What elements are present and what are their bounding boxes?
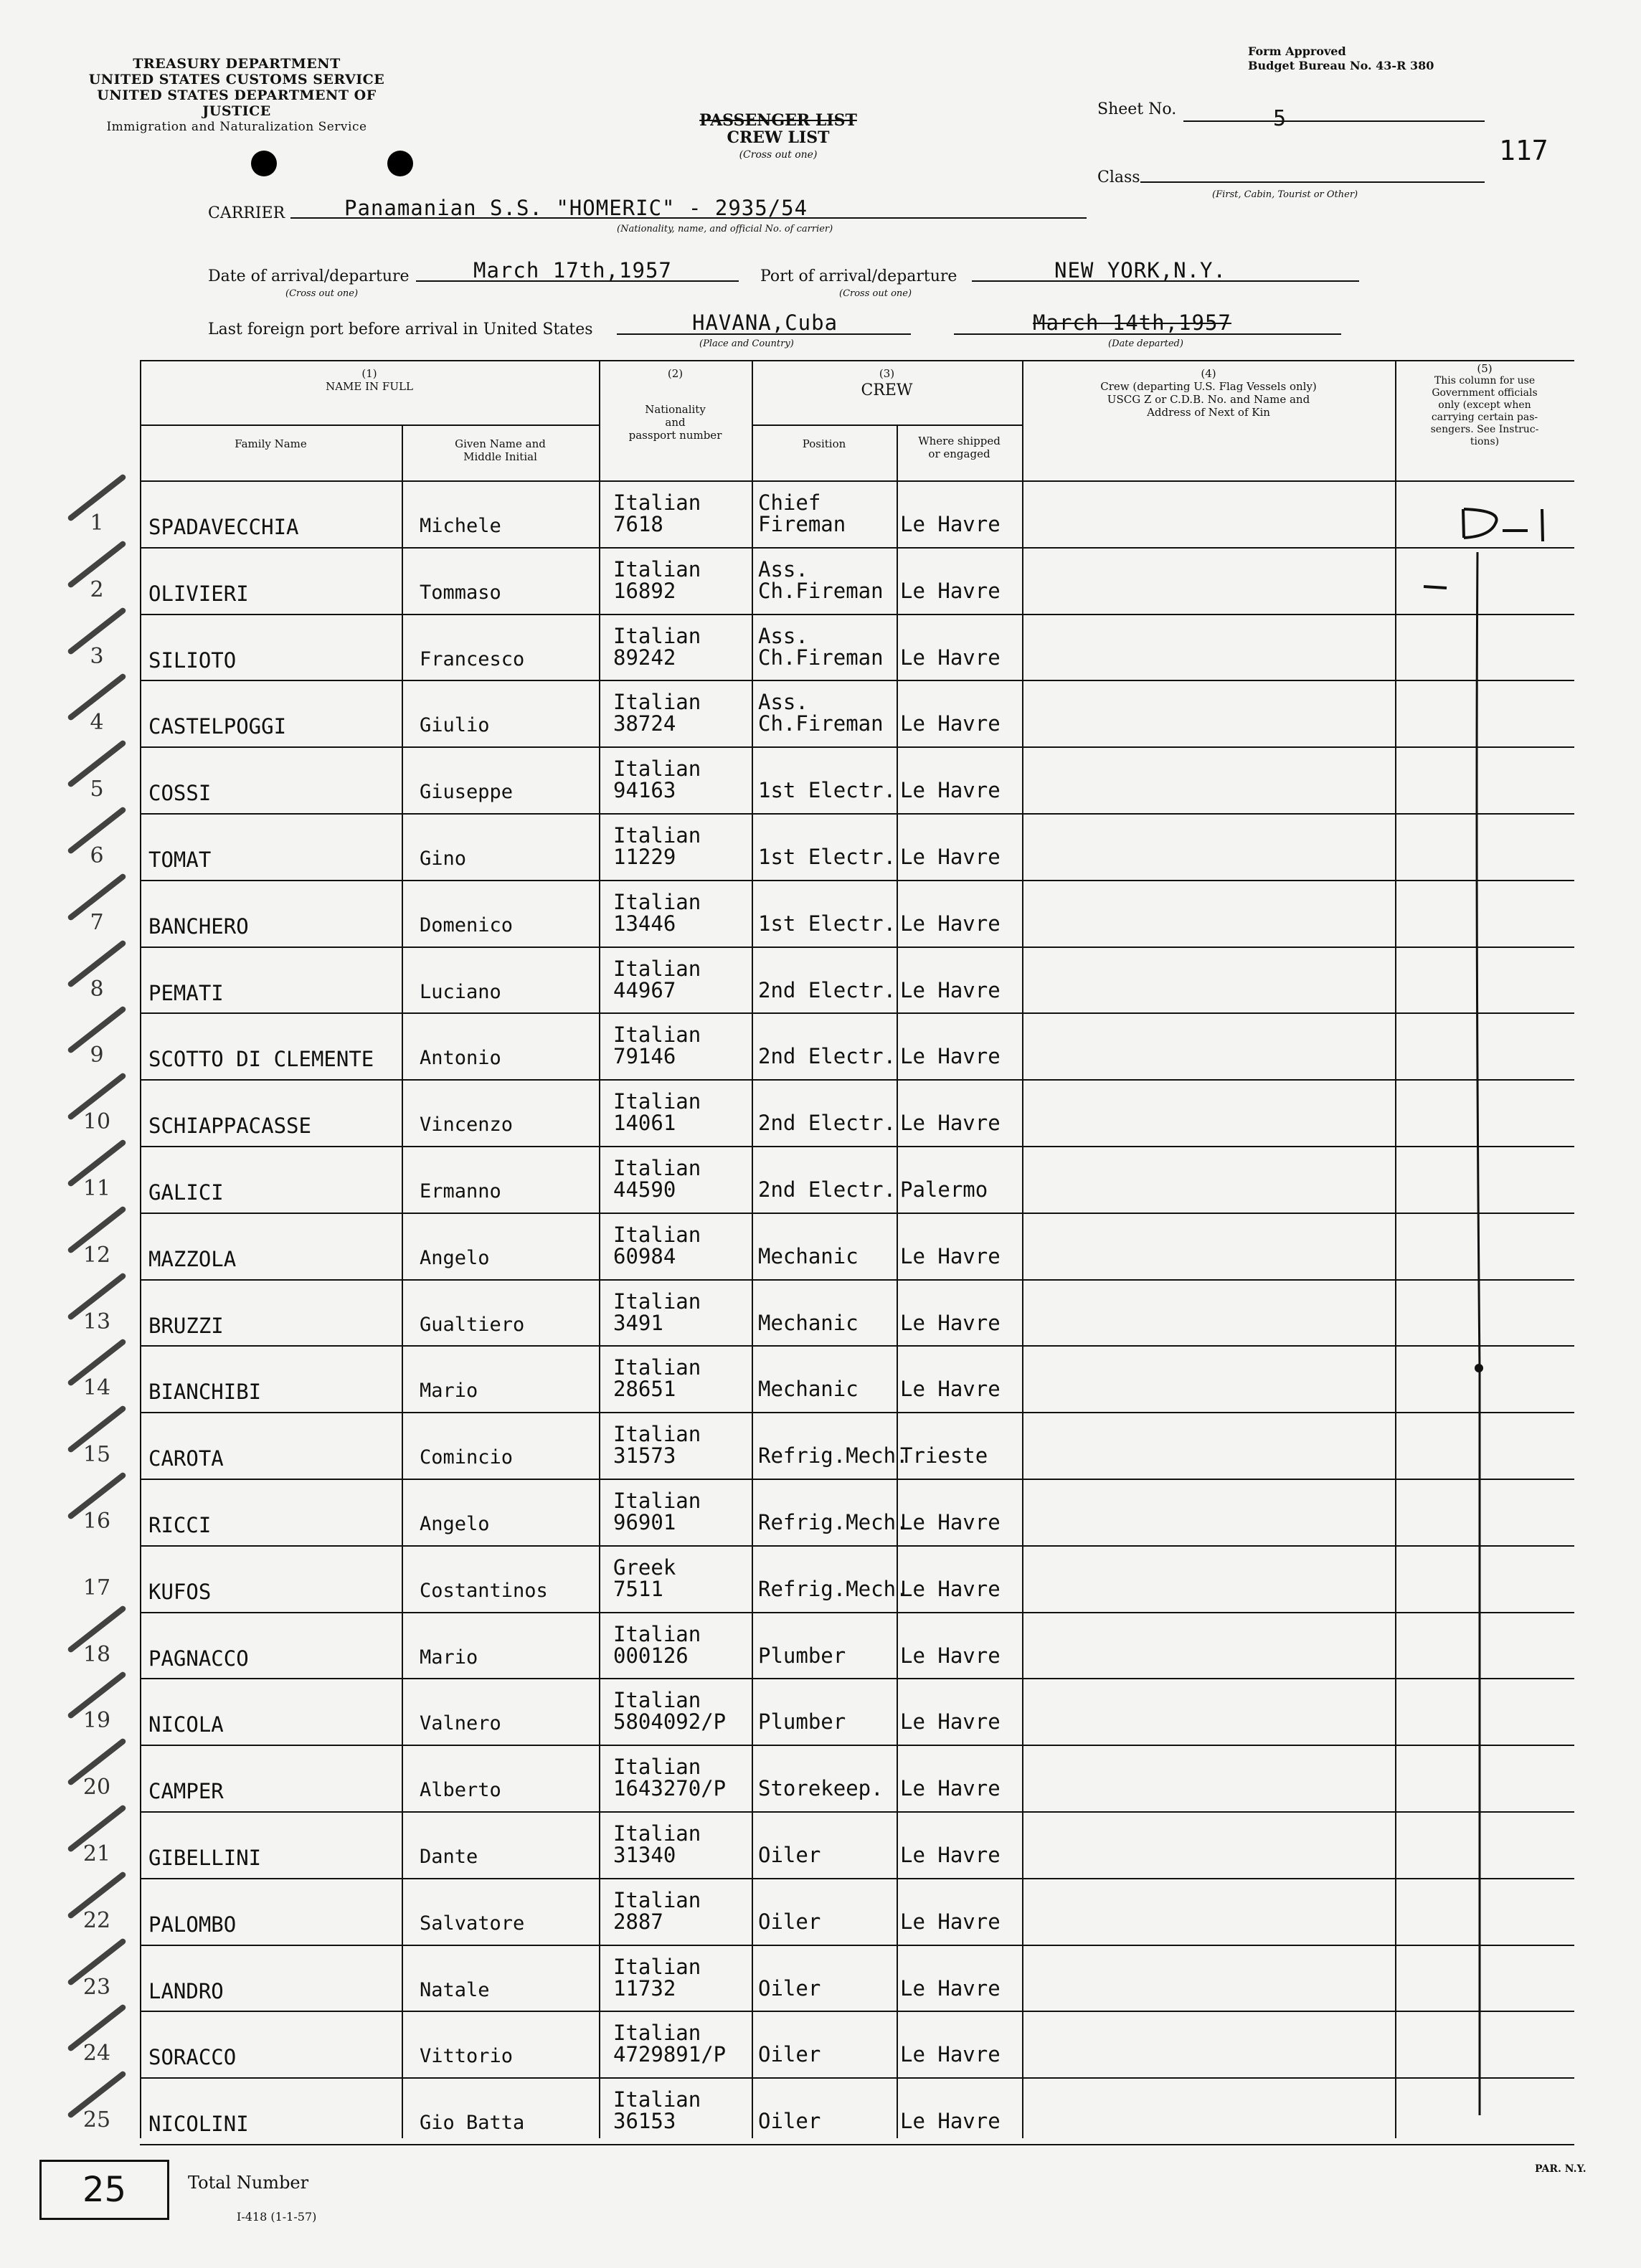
col5-heading: [1395, 363, 1574, 448]
col4-l3: Address of Next of Kin: [1147, 406, 1270, 419]
family-name: BANCHERO: [148, 914, 249, 939]
family-name: RICCI: [148, 1513, 212, 1537]
col1-title: NAME IN FULL: [326, 380, 413, 393]
row-number: 15: [82, 1442, 111, 1468]
nationality: Italian: [613, 1755, 701, 1780]
where-shipped: Le Havre: [900, 1510, 1001, 1534]
where-shipped: Le Havre: [900, 845, 1001, 869]
nationality: Italian: [613, 1489, 701, 1513]
row-number: 21: [82, 1841, 111, 1866]
col2-l3: passport number: [628, 429, 722, 442]
nationality: Italian: [613, 1222, 701, 1247]
position-line-1: Ass.: [758, 623, 808, 648]
col1-number: (1): [361, 367, 377, 380]
passport-number: 7511: [613, 1576, 663, 1601]
passport-number: 11732: [613, 1975, 676, 2001]
nationality: Italian: [613, 1688, 701, 1713]
table-top-border: [140, 360, 1574, 361]
row-number: 18: [82, 1641, 111, 1667]
col5-l2: Government officials: [1432, 387, 1538, 399]
table-row: [82, 1745, 1574, 1811]
passport-number: 31573: [613, 1443, 676, 1468]
family-name: GALICI: [148, 1180, 224, 1205]
position-line-1: Ass.: [758, 690, 808, 715]
position: Storekeep.: [758, 1776, 884, 1801]
given-name: Vittorio: [420, 2045, 514, 2068]
family-name: PALOMBO: [148, 1912, 237, 1937]
position: 2nd Electr.: [758, 1177, 897, 1202]
family-name: PEMATI: [148, 980, 224, 1005]
nationality: Italian: [613, 823, 701, 848]
given-name: Francesco: [420, 647, 525, 670]
position: 2nd Electr.: [758, 1111, 897, 1136]
date-label: Date of arrival/departure: [208, 267, 410, 285]
row-number: 7: [90, 909, 104, 935]
position: Refrig.Mech.: [758, 1576, 909, 1601]
family-name: CASTELPOGGI: [148, 714, 287, 739]
family-name: GIBELLINI: [148, 1846, 262, 1870]
col2-heading: [599, 367, 752, 442]
family-name: NICOLA: [148, 1712, 224, 1737]
form-approved: Form Approved: [1248, 44, 1346, 58]
position: 1st Electr.: [758, 911, 897, 936]
where-shipped: Le Havre: [900, 1243, 1001, 1268]
col1-heading: [140, 367, 599, 393]
row-number: 9: [90, 1043, 104, 1068]
table-row: [82, 1678, 1574, 1745]
row-number: 10: [82, 1109, 111, 1135]
family-name: MAZZOLA: [148, 1246, 237, 1271]
where-shipped: Le Havre: [900, 2109, 1001, 2134]
nationality: Italian: [613, 623, 701, 648]
class-note: (First, Cabin, Tourist or Other): [1212, 189, 1358, 200]
where-shipped: Trieste: [900, 1443, 988, 1468]
nationality: Italian: [613, 2087, 701, 2112]
sheet-underline: [1183, 120, 1485, 122]
table-row: [82, 1545, 1574, 1612]
nationality: Italian: [613, 556, 701, 582]
passport-number: 1643270/P: [613, 1776, 727, 1801]
total-number-value: 25: [39, 2160, 169, 2220]
position: Mechanic: [758, 1377, 859, 1402]
nationality: Italian: [613, 1821, 701, 1846]
passport-number: 28651: [613, 1377, 676, 1402]
list-title: [685, 112, 871, 163]
given-name: Gualtiero: [420, 1313, 525, 1336]
position: Oiler: [758, 2109, 821, 2134]
given-name: Mario: [420, 1380, 478, 1403]
family-name: SILIOTO: [148, 647, 237, 673]
given-name-heading-l1: Given Name and: [455, 437, 546, 450]
position-line-1: Chief: [758, 490, 821, 515]
passport-number: 4729891/P: [613, 2042, 727, 2067]
position: 2nd Electr.: [758, 1044, 897, 1069]
passenger-list-title: PASSENGER LIST: [699, 111, 857, 130]
row-divider: [140, 2144, 1574, 2145]
name-subheader-line: [140, 424, 599, 426]
table-row: [82, 1811, 1574, 1878]
where-shipped: Le Havre: [900, 1709, 1001, 1735]
row-number: 11: [82, 1176, 111, 1201]
position-line-1: Ass.: [758, 556, 808, 582]
port-note: (Cross out one): [839, 288, 912, 299]
where-shipped: Le Havre: [900, 711, 1001, 736]
where-shipped: Le Havre: [900, 578, 1001, 603]
row-number: 6: [90, 843, 104, 868]
given-name: Alberto: [420, 1779, 501, 1802]
class-underline: [1140, 181, 1485, 183]
crew-list-title: CREW LIST: [727, 128, 830, 147]
where-shipped: Le Havre: [900, 512, 1001, 536]
given-name: Domenico: [420, 914, 514, 936]
row-number: 14: [82, 1375, 111, 1401]
row-number: 20: [82, 1775, 111, 1800]
port-label: Port of arrival/departure: [760, 267, 957, 285]
family-name: BRUZZI: [148, 1313, 224, 1338]
where-shipped: Le Havre: [900, 1377, 1001, 1402]
family-name-heading: Family Name: [235, 437, 307, 450]
nationality: Italian: [613, 756, 701, 782]
passport-number: 11229: [613, 845, 676, 869]
date-value: March 17th,1957: [473, 258, 672, 283]
total-number-label: Total Number: [188, 2173, 309, 2193]
passport-number: 96901: [613, 1510, 676, 1534]
given-name: Giuseppe: [420, 781, 514, 804]
col5-number: (5): [1477, 362, 1493, 375]
given-name: Angelo: [420, 1513, 490, 1535]
agency-block: [68, 56, 405, 135]
family-name: LANDRO: [148, 1978, 224, 2003]
col4-heading: [1022, 367, 1395, 419]
row-number: 4: [90, 710, 104, 736]
given-name: Natale: [420, 1978, 490, 2001]
family-name: BIANCHIBI: [148, 1380, 262, 1405]
passport-number: 79146: [613, 1044, 676, 1069]
family-name: SORACCO: [148, 2045, 237, 2070]
crew-subheader-line: [752, 424, 1022, 426]
table-row: [90, 547, 1574, 614]
position: Oiler: [758, 1843, 821, 1867]
where-shipped: Le Havre: [900, 911, 1001, 936]
budget-bureau: Budget Bureau No. 43-R 380: [1248, 59, 1434, 72]
table-row: [82, 1412, 1574, 1479]
given-name: Tommaso: [420, 581, 501, 604]
position: Ch.Fireman: [758, 578, 884, 603]
sheet-value: 5: [1273, 106, 1287, 131]
nationality: Italian: [613, 490, 701, 515]
position: 2nd Electr.: [758, 977, 897, 1002]
col2-number: (2): [667, 367, 684, 380]
passport-number: 13446: [613, 911, 676, 936]
position: Refrig.Mech.: [758, 1443, 909, 1468]
table-row: [90, 480, 1574, 547]
family-name: KUFOS: [148, 1579, 212, 1604]
row-number: 19: [82, 1708, 111, 1734]
given-name: Gio Batta: [420, 2112, 525, 2135]
port-value: NEW YORK,N.Y.: [1054, 258, 1226, 283]
given-name: Dante: [420, 1846, 478, 1868]
table-row: [82, 2077, 1574, 2144]
position: Ch.Fireman: [758, 711, 884, 736]
table-row: [90, 880, 1574, 946]
sheet-label: Sheet No.: [1097, 100, 1177, 118]
last-port-value: HAVANA,Cuba: [692, 310, 838, 335]
col5-l1: This column for use: [1434, 375, 1536, 386]
passport-number: 31340: [613, 1843, 676, 1867]
last-port-label: Last foreign port before arrival in United States: [208, 321, 593, 338]
table-row: [82, 1146, 1574, 1213]
where-shipped: Le Havre: [900, 1643, 1001, 1668]
col3-heading: [752, 367, 1022, 402]
family-name: NICOLINI: [148, 2112, 249, 2137]
row-number: 22: [82, 1907, 111, 1933]
nationality: Italian: [613, 1023, 701, 1048]
where-shipped: Palermo: [900, 1177, 988, 1202]
passport-number: 44590: [613, 1177, 676, 1202]
passport-number: 3491: [613, 1310, 663, 1335]
where-shipped: Le Havre: [900, 1310, 1001, 1335]
table-row: [82, 1878, 1574, 1945]
nationality: Italian: [613, 690, 701, 715]
given-name-heading-l2: Middle Initial: [463, 450, 537, 463]
where-shipped: Le Havre: [900, 1975, 1001, 2001]
carrier-note: (Nationality, name, and official No. of carrier): [617, 224, 833, 234]
position: Plumber: [758, 1643, 846, 1668]
agency-line-2: UNITED STATES CUSTOMS SERVICE: [88, 72, 385, 87]
col5-l3: only (except when: [1438, 399, 1531, 411]
family-name: COSSI: [148, 781, 212, 806]
position: Oiler: [758, 1975, 821, 2001]
passport-number: 36153: [613, 2109, 676, 2134]
col5-l5: sengers. See Instruc-: [1430, 424, 1539, 435]
passport-number: 000126: [613, 1643, 689, 1668]
row-number: 1: [90, 511, 104, 536]
nationality: Italian: [613, 1289, 701, 1314]
passport-number: 2887: [613, 1909, 663, 1934]
nationality: Italian: [613, 1954, 701, 1979]
agency-line-1: TREASURY DEPARTMENT: [133, 56, 341, 72]
position: 1st Electr.: [758, 845, 897, 869]
passport-number: 89242: [613, 645, 676, 670]
passport-number: 5804092/P: [613, 1709, 727, 1735]
col3-number: (3): [879, 367, 895, 380]
row-number: 24: [82, 2041, 111, 2067]
table-row: [82, 1345, 1574, 1412]
table-row: [82, 1612, 1574, 1679]
position: Mechanic: [758, 1243, 859, 1268]
row-number: 23: [82, 1974, 111, 2000]
punch-hole: [387, 151, 413, 176]
where-shipped: Le Havre: [900, 1576, 1001, 1601]
passport-number: 44967: [613, 977, 676, 1002]
col4-number: (4): [1201, 367, 1216, 380]
row-number: 25: [82, 2107, 111, 2133]
given-name: Salvatore: [420, 1912, 525, 1935]
table-row: [90, 746, 1574, 813]
form-id: I-418 (1-1-57): [237, 2210, 317, 2224]
carrier-value: Panamanian S.S. "HOMERIC" - 2935/54: [344, 196, 808, 220]
table-row: [90, 680, 1574, 746]
agency-line-3: UNITED STATES DEPARTMENT OF JUSTICE: [97, 87, 377, 119]
row-number: 5: [90, 777, 104, 802]
row-number: 2: [90, 577, 104, 602]
given-name: Gino: [420, 848, 467, 870]
shipped-heading-l1: Where shipped: [918, 435, 1001, 447]
given-name: Comincio: [420, 1446, 514, 1469]
where-shipped: Le Havre: [900, 1909, 1001, 1934]
shipped-heading-l2: or engaged: [928, 447, 990, 460]
class-label: Class: [1097, 169, 1140, 186]
nationality: Greek: [613, 1555, 676, 1580]
where-shipped: Le Havre: [900, 1776, 1001, 1801]
position: Mechanic: [758, 1310, 859, 1335]
family-name: SPADAVECCHIA: [148, 515, 299, 539]
page-number: 117: [1499, 135, 1548, 166]
table-row: [82, 1213, 1574, 1279]
table-row: [82, 2011, 1574, 2077]
row-number: 16: [82, 1509, 111, 1534]
given-name: Costantinos: [420, 1579, 548, 1602]
family-name: SCOTTO DI CLEMENTE: [148, 1047, 374, 1072]
passport-number: 94163: [613, 778, 676, 803]
table-row: [82, 1479, 1574, 1545]
family-name: CAMPER: [148, 1779, 224, 1804]
col4-l2: USCG Z or C.D.B. No. and Name and: [1107, 393, 1310, 406]
given-name: Michele: [420, 515, 501, 537]
carrier-label: CARRIER: [208, 204, 285, 222]
nationality: Italian: [613, 1887, 701, 1912]
where-shipped: Le Havre: [900, 1843, 1001, 1867]
departed-note: (Date departed): [1108, 338, 1183, 349]
where-shipped: Le Havre: [900, 645, 1001, 670]
family-name: OLIVIERI: [148, 581, 249, 606]
table-row: [90, 946, 1574, 1013]
date-note: (Cross out one): [285, 288, 359, 299]
given-name: Ermanno: [420, 1180, 501, 1202]
family-name: CAROTA: [148, 1446, 224, 1471]
where-shipped: Le Havre: [900, 1111, 1001, 1136]
last-port-note: (Place and Country): [699, 338, 794, 349]
col3-title: CREW: [861, 381, 913, 399]
col2-l2: and: [665, 416, 686, 429]
position: Plumber: [758, 1709, 846, 1735]
family-name: PAGNACCO: [148, 1646, 249, 1671]
nationality: Italian: [613, 1422, 701, 1447]
table-row: [82, 1079, 1574, 1146]
nationality: Italian: [613, 889, 701, 914]
passport-number: 60984: [613, 1243, 676, 1268]
nationality: Italian: [613, 956, 701, 981]
position-heading: Position: [802, 437, 846, 450]
given-name: Giulio: [420, 714, 490, 737]
where-shipped: Le Havre: [900, 778, 1001, 803]
given-name: Mario: [420, 1646, 478, 1669]
row-number: 13: [82, 1309, 111, 1334]
position: Oiler: [758, 2042, 821, 2067]
col4-l1: Crew (departing U.S. Flag Vessels only): [1100, 380, 1317, 393]
table-row: [90, 614, 1574, 680]
nationality: Italian: [613, 1089, 701, 1114]
nationality: Italian: [613, 1621, 701, 1646]
form-approved-block: [1248, 44, 1434, 73]
col2-l1: Nationality: [645, 403, 706, 416]
given-name-heading: [402, 437, 599, 463]
table-row: [82, 1279, 1574, 1346]
departed-value: March 14th,1957: [1033, 310, 1231, 335]
given-name: Antonio: [420, 1047, 501, 1070]
nationality: Italian: [613, 1156, 701, 1180]
shipped-heading: [897, 435, 1022, 460]
family-name: TOMAT: [148, 848, 212, 872]
given-name: Angelo: [420, 1246, 490, 1269]
given-name: Luciano: [420, 980, 501, 1003]
where-shipped: Le Havre: [900, 1044, 1001, 1069]
passport-number: 7618: [613, 512, 663, 536]
crew-table: [82, 360, 1574, 2138]
nationality: Italian: [613, 1355, 701, 1380]
printer-mark: PAR. N.Y.: [1535, 2163, 1586, 2175]
given-name: Valnero: [420, 1712, 501, 1735]
agency-line-4: Immigration and Naturalization Service: [106, 120, 367, 134]
table-row: [90, 813, 1574, 880]
position: 1st Electr.: [758, 778, 897, 803]
position: Ch.Fireman: [758, 645, 884, 670]
nationality: Italian: [613, 2021, 701, 2046]
where-shipped: Le Havre: [900, 977, 1001, 1002]
given-name: Vincenzo: [420, 1114, 514, 1137]
punch-hole: [251, 151, 277, 176]
passport-number: 38724: [613, 711, 676, 736]
table-row: [90, 1012, 1574, 1079]
row-number: 3: [90, 643, 104, 669]
passport-number: 16892: [613, 578, 676, 603]
row-number: 8: [90, 976, 104, 1002]
col5-l4: carrying certain pas-: [1431, 412, 1538, 423]
position: Oiler: [758, 1909, 821, 1934]
family-name: SCHIAPPACASSE: [148, 1114, 311, 1139]
table-row: [82, 1945, 1574, 2011]
row-number: 17: [82, 1575, 111, 1600]
where-shipped: Le Havre: [900, 2042, 1001, 2067]
position: Refrig.Mech.: [758, 1510, 909, 1534]
cross-out-note: (Cross out one): [739, 149, 818, 161]
row-number: 12: [82, 1242, 111, 1268]
passport-number: 14061: [613, 1111, 676, 1136]
col5-l6: tions): [1470, 436, 1500, 447]
position: Fireman: [758, 512, 846, 536]
